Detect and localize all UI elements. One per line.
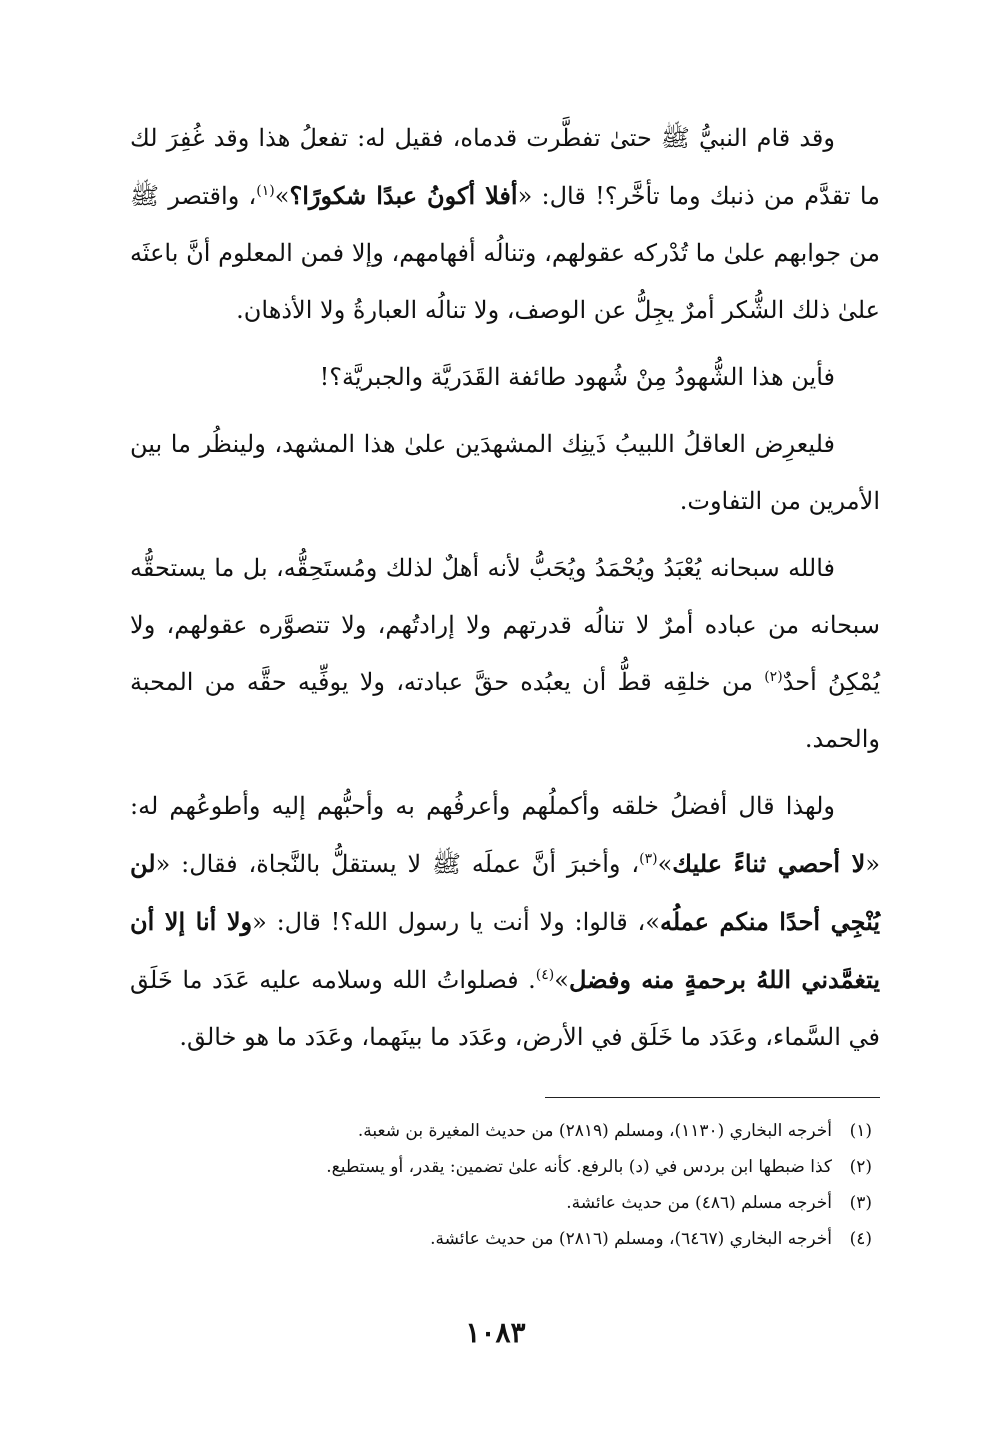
hadith-quote-4: ولا أنا إلا أن يتغمَّدني اللهُ برحمةٍ منه وفضل bbox=[130, 907, 880, 994]
paragraph-4 bbox=[130, 540, 880, 768]
footnote-ref-1[interactable]: (١) bbox=[256, 183, 275, 199]
footnote-1 bbox=[130, 1113, 880, 1149]
paragraph-5-text-3: »، قالوا: ولا أنت يا رسول الله؟! قال: « bbox=[252, 908, 660, 936]
hadith-quote-2: لا أحصي ثناءً عليك bbox=[672, 849, 866, 878]
hadith-quote-1: أفلا أكونُ عبدًا شكورًا؟ bbox=[289, 181, 518, 210]
paragraph-5-text-4: . فصلواتُ الله وسلامه عليه عَدَد ما خَلَق في السَّماء، وعَدَد ما خَلَق في الأرض، وعَدَد ما بينَهما، وعَدَد ما هو خالق. bbox=[130, 966, 880, 1051]
page-number: ١٠٨٣ bbox=[465, 1316, 526, 1349]
paragraph-4-text: فالله سبحانه يُعْبَدُ ويُحْمَدُ ويُحَبُّ لأنه أهلٌ لذلك ومُستَحِقُّه، بل ما يستحقُّه سبحانه من عباده أمرٌ لا تنالُه قدرتهم ولا إرادتُهم، ولا تتصوَّره عقولهم، ولا يُمْكِنُ أحدٌ bbox=[130, 554, 881, 696]
quote-close: » bbox=[274, 182, 290, 210]
paragraph-5 bbox=[130, 778, 880, 1066]
footnote-2 bbox=[130, 1149, 880, 1185]
footnote-ref-2[interactable]: (٢) bbox=[764, 669, 783, 685]
footnote-text: أخرجه البخاري (٦٤٦٧)، ومسلم (٢٨١٦) من حديث عائشة. bbox=[430, 1229, 832, 1249]
footnote-number: (٤) bbox=[849, 1229, 872, 1249]
footnote-number: (٣) bbox=[849, 1193, 872, 1213]
footnote-text: أخرجه البخاري (١١٣٠)، ومسلم (٢٨١٩) من حديث المغيرة بن شعبة. bbox=[357, 1121, 832, 1141]
footnote-4 bbox=[130, 1221, 880, 1257]
quote-close: » bbox=[657, 850, 673, 878]
footnote-text: أخرجه مسلم (٤٨٦) من حديث عائشة. bbox=[566, 1193, 832, 1213]
footnote-number: (١) bbox=[849, 1121, 872, 1141]
paragraph-2: فأين هذا الشُّهودُ مِنْ شُهود طائفة القَدَريَّة والجبريَّة؟! bbox=[319, 363, 835, 391]
quote-close: » bbox=[554, 966, 569, 994]
footnote-ref-3[interactable]: (٣) bbox=[639, 851, 658, 867]
footnotes bbox=[130, 1113, 880, 1257]
footnote-divider bbox=[545, 1097, 880, 1098]
footnote-text: كذا ضبطها ابن بردس في (د) بالرفع. كأنه علىٰ تضمين: يقدر، أو يستطيع. bbox=[326, 1157, 832, 1177]
paragraph-5-text: ولهذا قال أفضلُ خلقه وأكملُهم وأعرفُهم به وأحبُّهم إليه وأطوعُهم له: « bbox=[130, 792, 880, 878]
footnote-number: (٢) bbox=[849, 1157, 872, 1177]
paragraph-4-text-cont: من خلقِه قطُّ أن يعبُده حقَّ عبادته، ولا يوفِّيه حقَّه من المحبة والحمد. bbox=[130, 668, 880, 753]
footnote-3 bbox=[130, 1185, 880, 1221]
footnote-ref-4[interactable]: (٤) bbox=[535, 967, 555, 983]
main-text bbox=[130, 110, 880, 1076]
paragraph-5-text-2: ، وأخبرَ أنَّ عملَه ﷺ لا يستقلُّ بالنَّجاة، فقال: « bbox=[155, 850, 640, 878]
paragraph-1-text-cont: ، واقتصر ﷺ من جوابهم علىٰ ما تُدْركه عقولهم، وتنالُه أفهامهم، وإلا فمن المعلوم أنَّ باعثَه علىٰ ذلك الشُّكر أمرٌ يجِلُّ عن الوصف، ولا تنالُه العبارةُ ولا الأذهان. bbox=[130, 182, 880, 324]
paragraph-3: فليعرِض العاقلُ اللبيبُ ذَينِك المشهدَين علىٰ هذا المشهد، ولينظُر ما بين الأمرين من التفاوت. bbox=[130, 430, 880, 515]
paragraph-1 bbox=[130, 110, 880, 339]
hadith-quote-3: لن يُنْجِي أحدًا منكم عملُه bbox=[130, 849, 880, 936]
paragraph-1-text: وقد قام النبيُّ ﷺ حتىٰ تفطَّرت قدماه، فقيل له: تفعلُ هذا وقد غُفِرَ لك ما تقدَّم من ذنبك وما تأخَّر؟! قال: « bbox=[130, 124, 881, 210]
